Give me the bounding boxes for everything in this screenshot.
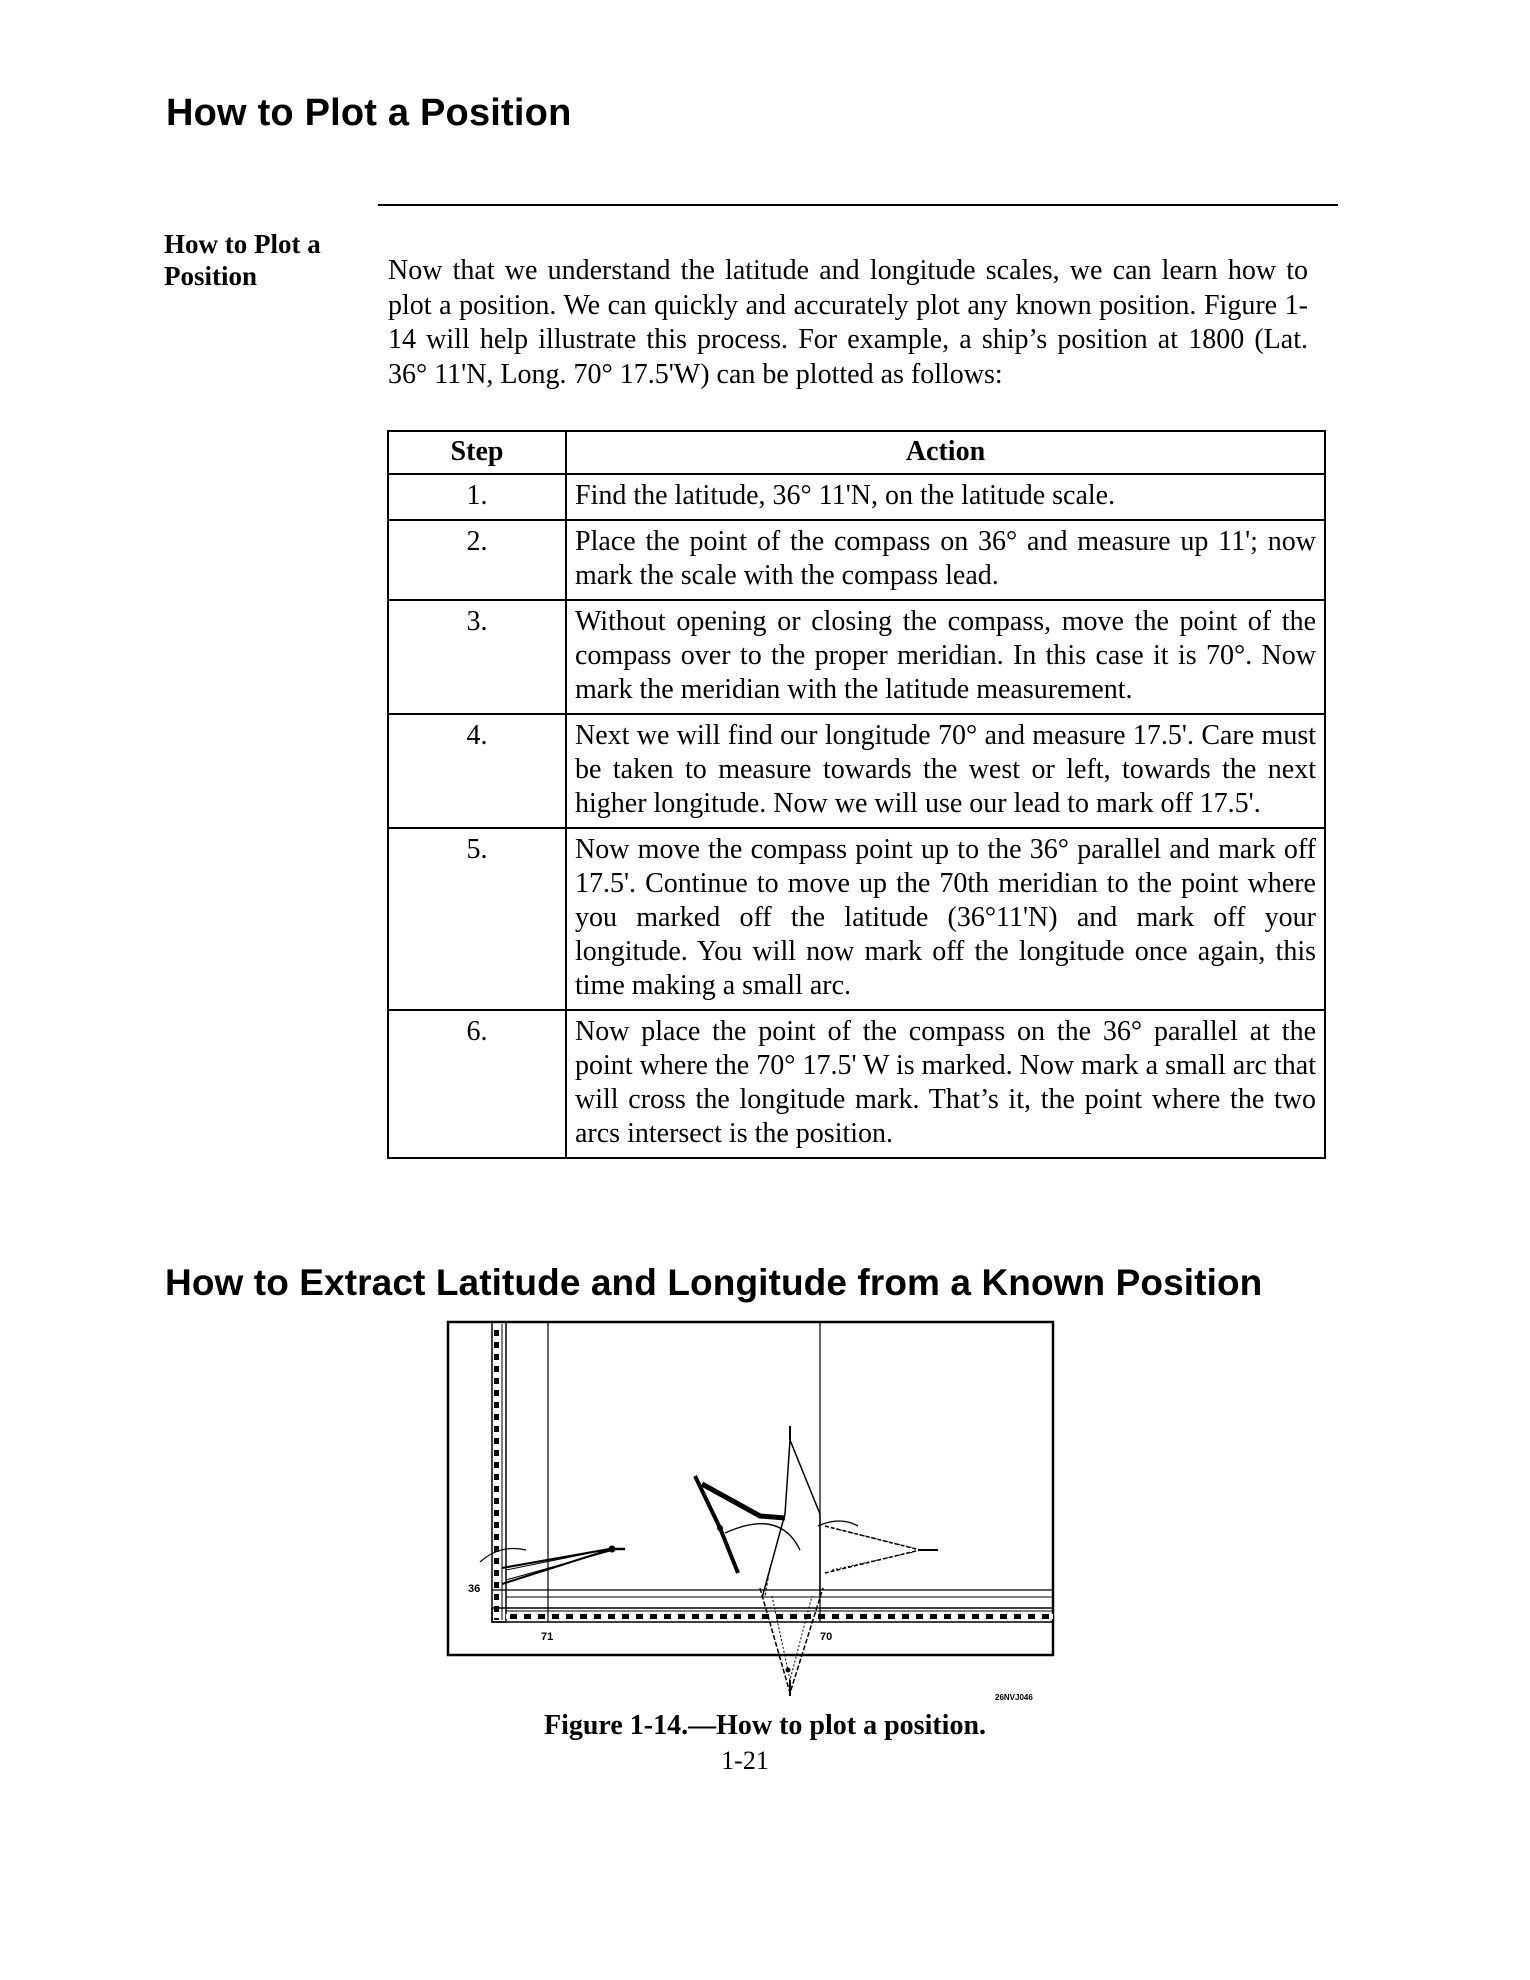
intro-paragraph: Now that we understand the latitude and longitude scales, we can learn how to plot a position. We can quickly and accurately plot any known position. Figure 1-14 will help illustrate this process. For example, a ship’s position at 1800 (Lat. 36° 11'N, Long. 70° 17.5'W) can be plotted as follows: [388, 255, 1308, 390]
step-column-header: Step [388, 431, 566, 474]
latitude-arc [725, 1524, 800, 1550]
table-row [388, 474, 1325, 520]
action-column-header: Action [566, 431, 1325, 474]
longitude-arc [818, 1521, 858, 1526]
step-action: Without opening or closing the compass, move the point of the compass over to the proper meridian. In this case it is 70°. Now mark the meridian with the latitude measurement. [566, 600, 1325, 714]
table-row [388, 1010, 1325, 1158]
divider-compass-top [762, 1426, 820, 1598]
table-row [388, 520, 1325, 600]
step-number: 1. [388, 474, 566, 520]
step-number: 6. [388, 1010, 566, 1158]
plotting-figure [440, 1318, 1060, 1708]
steps-table [387, 430, 1326, 1159]
page-number: 1-21 [721, 1746, 769, 1775]
step-action: Find the latitude, 36° 11'N, on the latitude scale. [566, 474, 1325, 520]
figure-caption: Figure 1-14.—How to plot a position. [543, 1710, 987, 1741]
step-action: Now move the compass point up to the 36° parallel and mark off 17.5'. Continue to move up the 70th meridian to the point where you marked off the latitude (36°11'N) and mark off your longitude. You will now mark off the longitude once again, this time making a small arc. [566, 828, 1325, 1010]
figure-code: 26NVJ046 [995, 1693, 1033, 1702]
page-title: How to Plot a Position [166, 92, 572, 134]
longitude-label-71: 71 [541, 1631, 554, 1643]
step-action: Place the point of the compass on 36° and measure up 11'; now mark the scale with the compass lead. [566, 520, 1325, 600]
divider-compass-bottom [760, 1588, 823, 1696]
section-heading: How to Extract Latitude and Longitude from a Known Position [165, 1262, 1263, 1303]
latitude-label: 36 [468, 1583, 481, 1595]
longitude-label-70: 70 [820, 1631, 833, 1643]
step-number: 3. [388, 600, 566, 714]
divider-compass-right [825, 1526, 938, 1573]
section-divider [378, 204, 1338, 206]
step-action: Next we will find our longitude 70° and measure 17.5'. Care must be taken to measure towards the west or left, towards the next higher longitude. Now we will use our lead to mark off 17.5'. [566, 714, 1325, 828]
step-number: 2. [388, 520, 566, 600]
table-row [388, 714, 1325, 828]
table-row [388, 828, 1325, 1010]
step-number: 4. [388, 714, 566, 828]
step-action: Now place the point of the compass on the 36° parallel at the point where the 70° 17.5' W is marked. Now mark a small arc that will cross the longitude mark. That’s it, the point where the two arcs intersect is the position. [566, 1010, 1325, 1158]
table-row [388, 600, 1325, 714]
step-number: 5. [388, 828, 566, 1010]
side-heading: How to Plot a Position [164, 229, 321, 291]
chart-frame [448, 1322, 1053, 1655]
table-header-row [388, 431, 1325, 474]
